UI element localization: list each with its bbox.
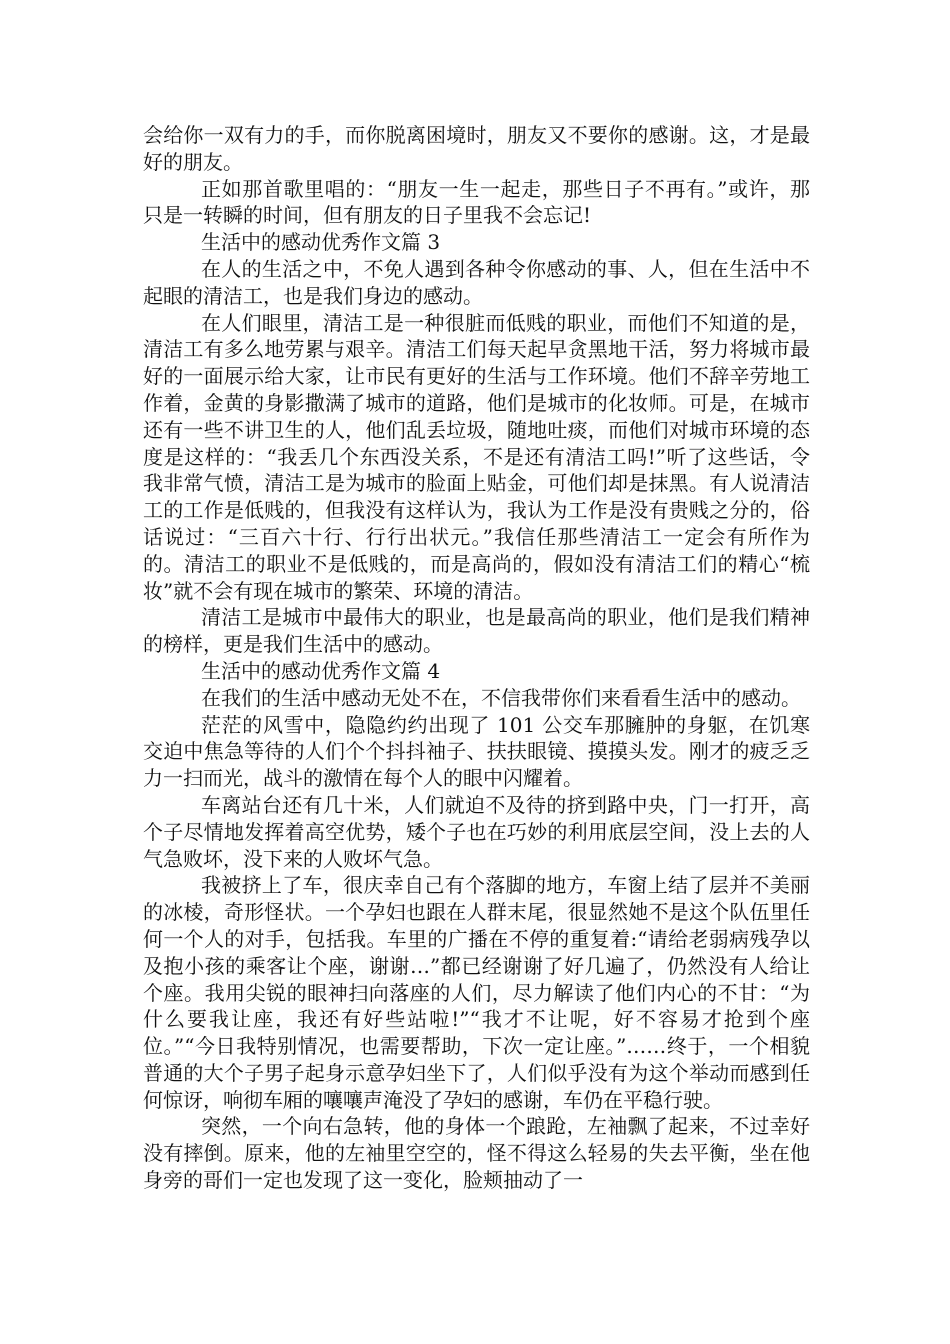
paragraph: 清洁工是城市中最伟大的职业，也是最高尚的职业，他们是我们精神的榜样，更是我们生活中的感动。: [143, 605, 810, 657]
paragraph: 车离站台还有几十米，人们就迫不及待的挤到路中央，门一打开，高个子尽情地发挥着高空优势，矮个子也在巧妙的利用底层空间，没上去的人气急败坏，没下来的人败坏气急。: [143, 792, 810, 871]
paragraph: 茫茫的风雪中，隐隐约约出现了 101 公交车那臃肿的身躯，在饥寒交迫中焦急等待的人们个个抖抖袖子、扶扶眼镜、摸摸头发。刚才的疲乏乏力一扫而光，战斗的激情在每个人的眼中闪耀着。: [143, 712, 810, 791]
paragraph: 在人们眼里，清洁工是一种很脏而低贱的职业，而他们不知道的是，清洁工有多么地劳累与艰辛。清洁工们每天起早贪黑地干活，努力将城市最好的一面展示给大家，让市民有更好的生活与工作环境。他们不辞辛劳地工作着，金黄的身影撒满了城市的道路，他们是城市的化妆师。可是，在城市还有一些不讲卫生的人，他们乱丢垃圾，随地吐痰，而他们对城市环境的态度是这样的：“我丢几个东西没关系，不是还有清洁工吗!”听了这些话，令我非常气愤，清洁工是为城市的脸面上贴金，可他们却是抹黑。有人说清洁工的工作是低贱的，但我没有这样认为，我认为工作是没有贵贱之分的，俗话说过：“三百六十行、行行出状元。”我信任那些清洁工一定会有所作为的。清洁工的职业不是低贱的，而是高尚的，假如没有清洁工们的精心“梳妆”就不会有现在城市的繁荣、环境的清洁。: [143, 310, 810, 603]
section-heading: 生活中的感动优秀作文篇 4: [201, 658, 441, 683]
section-heading: 生活中的感动优秀作文篇 3: [201, 230, 441, 255]
document-page: [143, 122, 810, 1194]
paragraph: 正如那首歌里唱的：“朋友一生一起走，那些日子不再有。”或许，那只是一转瞬的时间，但有朋友的日子里我不会忘记!: [143, 176, 810, 228]
paragraph: 会给你一双有力的手，而你脱离困境时，朋友又不要你的感谢。这，才是最好的朋友。: [143, 123, 810, 174]
paragraph: 突然，一个向右急转，他的身体一个踉跄，左袖飘了起来，不过幸好没有摔倒。原来，他的左袖里空空的，怪不得这么轻易的失去平衡，坐在他身旁的哥们一定也发现了这一变化，脸颊抽动了一: [143, 1114, 810, 1193]
paragraph: 我被挤上了车，很庆幸自己有个落脚的地方，车窗上结了层并不美丽的冰棱，奇形怪状。一个孕妇也跟在人群末尾，很显然她不是这个队伍里任何一个人的对手，包括我。车里的广播在不停的重复着:“请给老弱病残孕以及抱小孩的乘客让个座，谢谢…”都已经谢谢了好几遍了，仍然没有人给让个座。我用尖锐的眼神扫向落座的人们，尽力解读了他们内心的不甘：“为什么要我让座，我还有好些站啦!”“我才不让呢，好不容易才抢到个座位。”“今日我特别情况，也需要帮助，下次一定让座。”……终于，一个相貌普通的大个子男子起身示意孕妇坐下了，人们似乎没有为这个举动而感到任何惊讶，响彻车厢的嚷嚷声淹没了孕妇的感谢，车仍在平稳行驶。: [143, 873, 810, 1112]
paragraph: 在人的生活之中，不免人遇到各种令你感动的事、人，但在生活中不起眼的清洁工，也是我们身边的感动。: [143, 256, 810, 308]
paragraph: 在我们的生活中感动无处不在，不信我带你们来看看生活中的感动。: [201, 685, 801, 710]
